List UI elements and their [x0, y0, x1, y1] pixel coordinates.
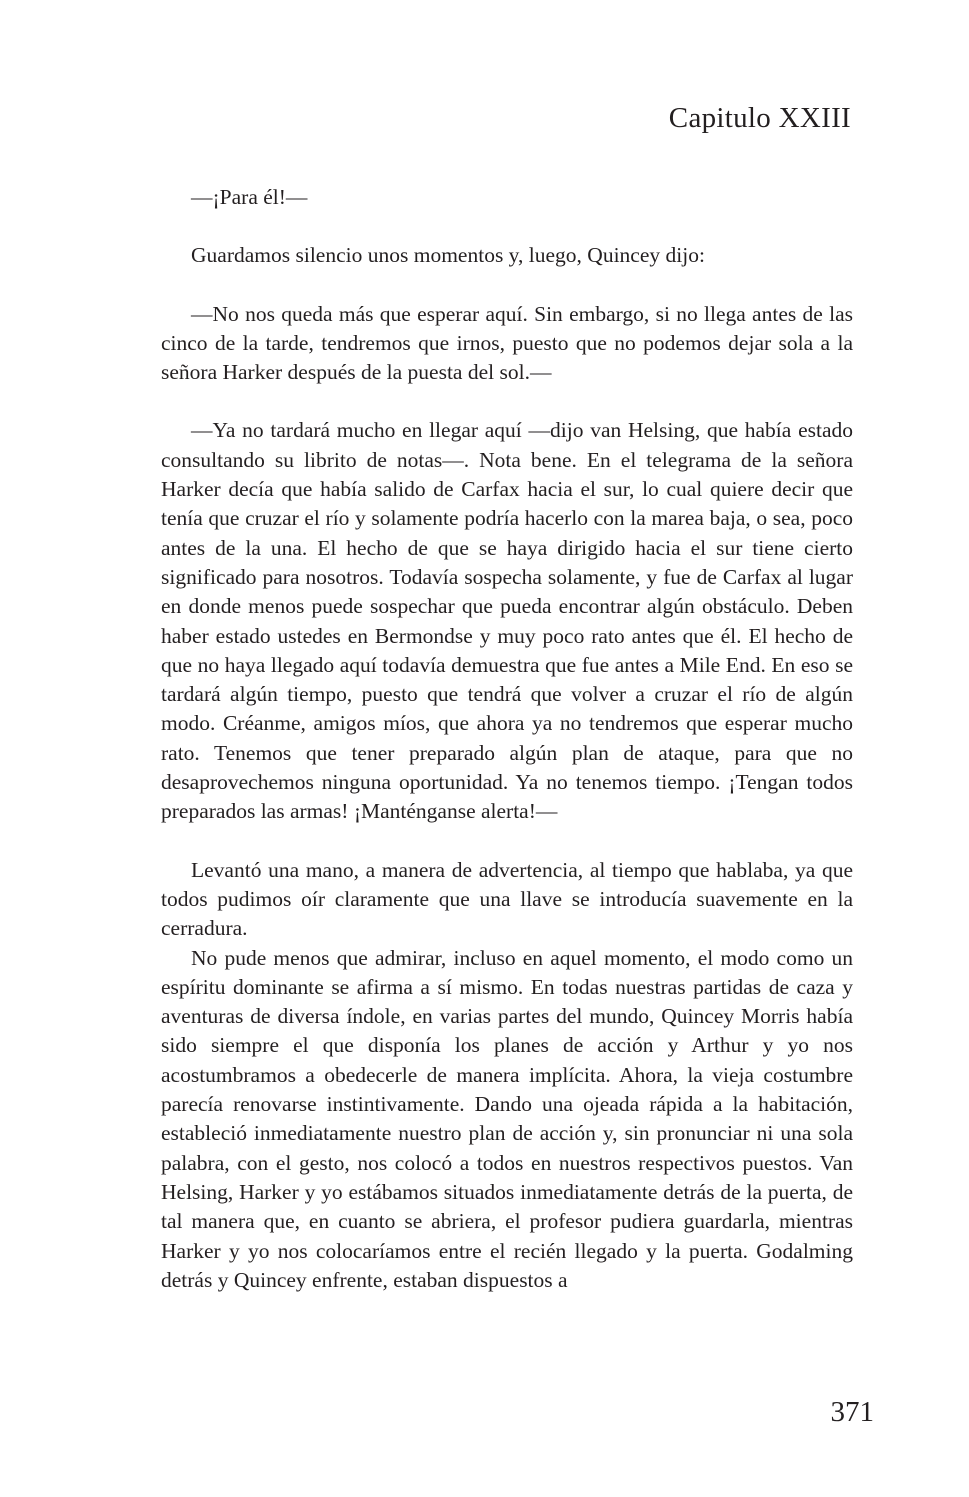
- paragraph-2: Guardamos silencio unos momentos y, luego, Quincey dijo:: [191, 243, 705, 268]
- body-text: [161, 183, 853, 1295]
- paragraph-4: —Ya no tardará mucho en llegar aquí —dijo van Helsing, que había estado consultando su librito de notas—. Nota bene. En el telegrama de la señora Harker decía que había salido de Carfax hacia el sur, lo cual quiere decir que tenía que cruzar el río y solamente podría hacerlo con la marea baja, o sea, poco antes de la una. El hecho de que se haya dirigido hacia el sur tiene cierto significado para nosotros. Todavía sospecha solamente, y fue de Carfax al lugar en donde menos puede sospechar que pueda encontrar algún obstáculo. Deben haber estado ustedes en Bermondse y muy poco rato antes que él. El hecho de que no haya llegado aquí todavía demuestra que fue antes a Mile End. En eso se tardará algún tiempo, puesto que tendrá que volver a cruzar el río de algún modo. Créanme, amigos míos, que ahora ya no tendremos que esperar mucho rato. Tenemos que tener preparado algún plan de ataque, para que no desaprovechemos ninguna oportunidad. Ya no tenemos tiempo. ¡Tengan todos preparados las armas! ¡Manténganse alerta!—: [161, 418, 853, 824]
- paragraph-3: —No nos queda más que esperar aquí. Sin embargo, si no llega antes de las cinco de la tarde, tendremos que irnos, puesto que no podemos dejar sola a la señora Harker después de la puesta del sol.—: [161, 301, 853, 385]
- chapter-title: Capitulo XXIII: [668, 102, 851, 134]
- paragraph-1: —¡Para él!—: [191, 185, 308, 209]
- page-number: 371: [830, 1396, 874, 1428]
- paragraph-5: Levantó una mano, a manera de advertencia, al tiempo que hablaba, ya que todos pudimos oír claramente que una llave se introducía suavemente en la cerradura.: [161, 857, 853, 941]
- paragraph-6: No pude menos que admirar, incluso en aquel momento, el modo como un espíritu dominante se afirma a sí mismo. En todas nuestras partidas de caza y aventuras de diversa índole, en varias partes del mundo, Quincey Morris había sido siempre el que disponía los planes de acción y Arthur y yo nos acostumbramos a obedecerle de manera implícita. Ahora, la vieja costumbre parecía renovarse instintivamente. Dando una ojeada rápida a la habitación, estableció inmediatamente nuestro plan de acción y, sin pronunciar ni una sola palabra, con el gesto, nos colocó a todos en nuestros respectivos puestos. Van Helsing, Harker y yo estábamos situados inmediatamente detrás de la puerta, de tal manera que, en cuanto se abriera, el profesor pudiera guardarla, mientras Harker y yo nos colocaríamos entre el recién llegado y la puerta. Godalming detrás y Quincey enfrente, estaban dispuestos a: [161, 945, 853, 1292]
